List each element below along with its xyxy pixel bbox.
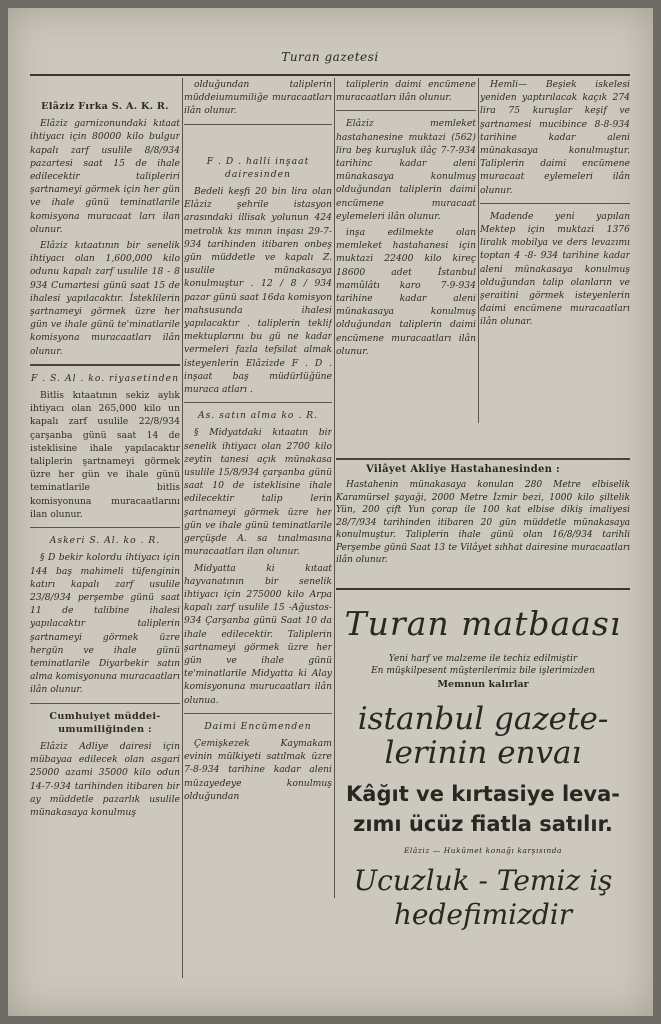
notice-arpa: Midyatta ki kıtaat hayvanatının bir senelik ihtiyacı için 275000 kilo Arpa kapalı zarf usulile 15 -Ağustos- 934 Çarşanba günü Saat 10 da ihale edilecektir. Taliplerin şartnameyi görmek üzre her gün ve ihale günü te'minatlarile Midyatta ki Alay komisyonuna murucaatları ilân olunua. (184, 562, 332, 706)
page-header (30, 48, 630, 76)
section-divider (184, 402, 332, 403)
notice-heading-daimi: Daimi Encümenden (204, 720, 312, 732)
notice-continued: olduğundan taliplerin müddeiumumiliğe muracaatları ilân olunur. (184, 79, 332, 117)
ad-motto-line: Ucuzluk - Temiz iş (353, 864, 613, 897)
advertisement-turan-matbaasi (336, 588, 630, 1008)
section-divider (30, 364, 180, 366)
notice-zeytin: § Midyatdaki kıtaatın bir senelik ihtiyacı olan 2700 kilo zeytin tanesi açık münakasa usulile 15/8/934 çarşanba günü saat 10 de isteklisine ihale edilecektir talip lerin şartnameyi görmek üzre her gün ve ihale günü teminatlarile gerçüşde A. sa tınalmasına muracaatları ilan olunur. (184, 427, 332, 558)
ad-sans-line: zımı ücüz fiatla satılır. (353, 812, 613, 836)
column-rule (334, 78, 335, 898)
notice-bitlis-un: Bitlis kıtaatının sekiz aylık ihtiyacı olan 265,000 kilo un kapalı zarf usulile 22/8/934 çarşanba günü saat 14 de isteklisine ihale yapılacaktır taliplerin şartnameyi görmek üzre her gün ve ihale günü teminatlarile bitlis komisyonuna muracaatlarını ilan olunur. (30, 390, 180, 520)
notice-heading-riyaset: F . S. Al . ko. riyasetinden (31, 372, 179, 384)
header-rule (30, 74, 630, 76)
notice-ilac: Elâziz memleket hastahanesine muktazi (562) lira beş kuruşluk ilâç 7-7-934 tarihinc kadar aleni münakasaya konulmuş olduğundan taliplerin daimi encümene muracaat eylemeleri ilân olunur. (336, 118, 476, 222)
column-4 (480, 78, 630, 332)
notice-heading-akliye: Vilâyet Akliye Hastahanesinden : (366, 464, 561, 475)
notice-akliye-hastahanesi (336, 458, 630, 567)
notice-heading-satin-alma: As. satın alma ko . R. (197, 410, 319, 422)
ad-sans-line: Kâğıt ve kırtasiye leva- (346, 782, 620, 806)
column-rule (478, 78, 479, 423)
section-divider (184, 124, 332, 125)
ad-text-line: Yeni harf ve malzeme ile techiz edilmiştir (388, 654, 578, 664)
ad-motto-line: hedefimizdir (393, 898, 573, 931)
notice-elbise: Hastahenin münakasaya konulan 280 Metre elbiselik Karamürsel şayaği, 2000 Metre İzmir bezi, 1000 kilo şiltelik Yün, 200 çift Yun çorap ile 100 kat elbise dikiş imaliyesi 28/7/934 tarihinden itibaren 20 gün müddetle münakasaya konulmuştur. Taliplerin ihale günü olan 16/8/934 tarihli Perşembe günü Saat 13 te Vilâyet sıhhat dairesine muracaatları ilân olunur. (336, 480, 630, 565)
newspaper-page (8, 8, 653, 1016)
ad-text-bold: Memnun kalırlar (437, 679, 529, 690)
section-divider (30, 703, 180, 704)
ad-script-line: istanbul gazete- (357, 701, 609, 737)
notice-bulgur: Elâziz garnizonundaki kıtaat ihtiyacı için 80000 kilo bulgur kapalı zarf usulile 8/8/934 pazartesi saat 15 de ihale edilecektir talipleriri şartnameyi görmek için her gün ve ihale günü teminatlarile komisyona muracaat ları ilan olunur. (30, 118, 180, 235)
column-1 (30, 78, 180, 822)
notice-heading-muddeiumumi: Cumhuiyet müddei-umumiliğinden : (49, 710, 161, 735)
notice-yol-insasi: Bedeli keşfi 20 bin lira olan Elâziz şehrile istasyon arasındaki illisak yolunun 424 metrolık kıs mının inşası 29-7-934 tarihinden itibaren onbeş gün müddetle ve kapalı Z. usulile münakasaya konulmuştur . 12 / 8 / 934 pazar günü saat 16da komisyon mahsusunda ihalesi yapılacaktır . taliplerin teklif mektuplarını bu gü ne kadar vermeleri fazla tefsilat almak isteyenlerin Elâzizde F . D . inşaat baş müdürlüğüne muraca atları . (184, 186, 332, 396)
ad-text-line: En müşkilpesent müşterilerimiz bile işlerimizden (371, 666, 595, 676)
notice-heading-firka: Elâziz Fırka S. A. K. R. (41, 101, 169, 112)
section-divider (480, 203, 630, 204)
notice-kaymakam-evi: Çemişkezek Kaymakam evinin mülkiyeti satılmak üzre 7-8-934 tarihine kadar aleni müzayedeye konulmuş olduğundan (184, 737, 332, 802)
notice-odun: Elâziz kıtaatının bir senelik ihtiyacı olan 1,600,000 kilo odunu kapalı zarf usulile 18 - 8 934 Cumartesi günü saat 15 de ihalesi yapılacaktır. İsteklilerin şartnameyi görmek üzre her gün ve ihale günü te'minatlarile komisyona muracaatları ilân olunur. (30, 240, 180, 357)
notice-tufenk: § D bekir kolordu ihtiyacı için 144 baş mahimeli tüfenginin katırı kapalı zarf usulile 23/8/934 perşembe günü saat 11 de talibine ihalesi yapılacaktır taliplerin şartnameyi görmek üzre hergün ve ihale günü teminatlarile Diyarbekir satın alma komisyonuna muracaatları ilân olunur. (30, 552, 180, 696)
newspaper-title: Turan gazetesi (281, 50, 379, 64)
notice-heading-insaat: F . D . halli inşaat dairesinden (206, 155, 310, 180)
ad-script-line: lerinin envaı (384, 735, 582, 771)
notice-mektep: Madende yeni yapılan Mektep için muktazi 1376 liralık mobilya ve ders levazımı toptan 4 -8- 934 tarihine kadar aleni münakasaya konulmuş olduğundan talip olanların ve şeraitini görmek isteyenlerin daimi encümene muracaatları ilân olunar. (480, 210, 630, 328)
column-3 (336, 78, 476, 361)
section-divider (336, 110, 476, 111)
column-rule (182, 78, 183, 978)
notice-iskele: Hemli— Beşiek iskelesi yeniden yaptırılacak kaçık 274 lira 75 kuruşlar keşif ve şartnamesi mucibince 8-8-934 tarihine kadar aleni münakasaya konulmuştur. Taliplerin daimi encümene muracaat eylemeleri ilân olunur. (480, 79, 630, 196)
ad-title: Turan matbaası (344, 604, 622, 643)
section-divider (336, 458, 630, 460)
notice-heading-askeri: Askeri S. Al. ko . R. (49, 535, 161, 547)
notice-continued: taliplerin daimi encümene muracaatları ilân olunur. (336, 79, 476, 104)
notice-kirec: inşa edilmekte olan memleket hastahanesi için muktazi 22400 kilo kireç 18600 adet İstanbul mamûlâtı karo 7-9-934 tarihine kadar aleni münakasaya konulmuş olduğundan taliplerin daimi encümene muracaatları ilân olunur. (336, 227, 476, 357)
ad-top-rule (336, 588, 630, 590)
notice-adliye-odun: Elâziz Adliye dairesi için mübayaa edilecek olan asgari 25000 azami 35000 kilo odun 14-7-934 tarihinden itibaren bir ay müddetle pazarlık usulile münakasaya konulmuş (30, 740, 180, 818)
section-divider (184, 713, 332, 714)
column-2 (184, 78, 332, 806)
ad-address: Elâziz — Hukûmet konağı karşısında (403, 846, 563, 855)
section-divider (30, 527, 180, 528)
